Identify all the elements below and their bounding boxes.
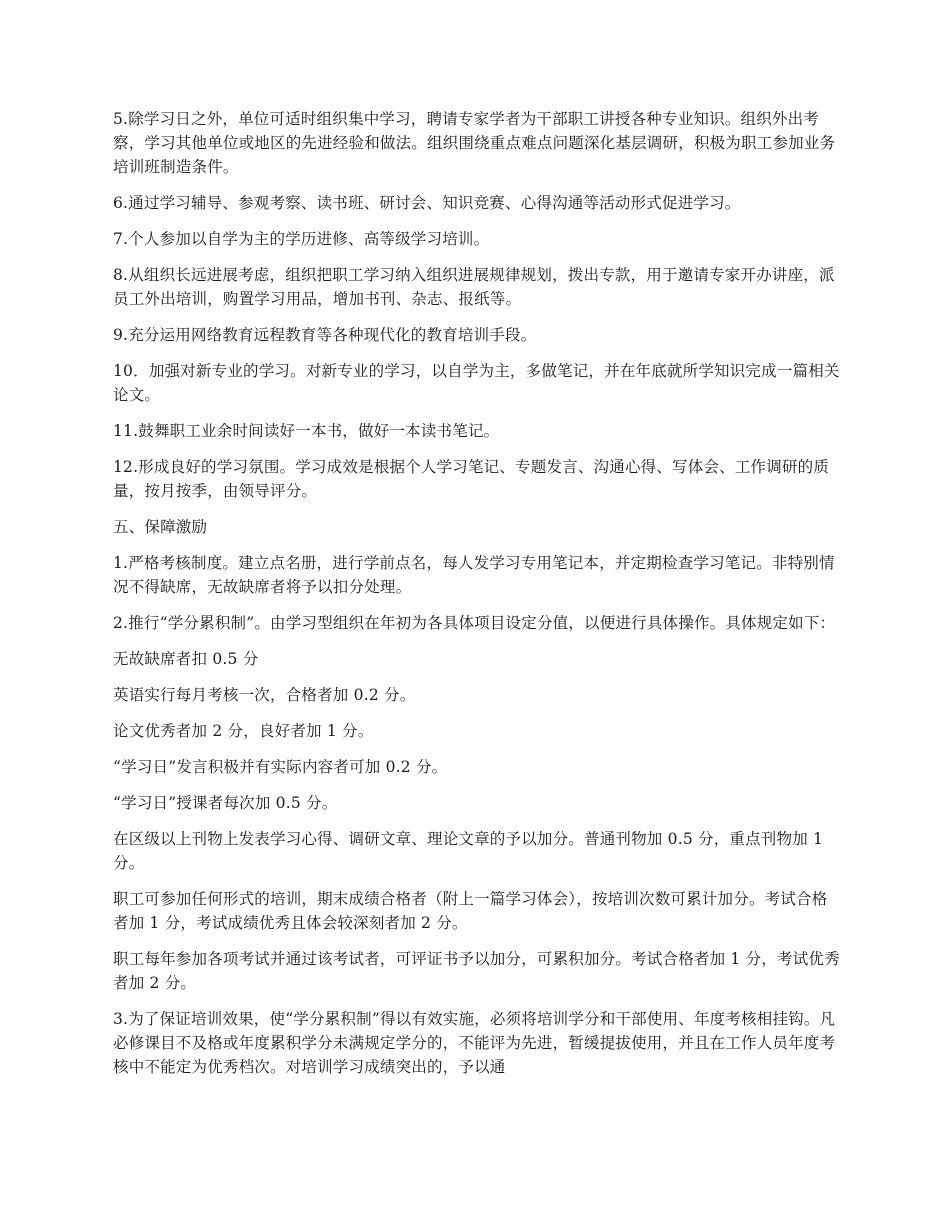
rule-english-exam: 英语实行每月考核一次，合格者加 0.2 分。 xyxy=(113,686,416,704)
paragraph-9: 9.充分运用网络教育远程教育等各种现代化的教育培训手段。 xyxy=(113,326,537,344)
rule-training: 职工可参加任何形式的培训，期末成绩合格者（附上一篇学习体会），按培训次数可累计加分。考试合格者加 1 分，考试成绩优秀且体会较深刻者加 2 分。 xyxy=(113,890,828,932)
incentive-item-2: 2.推行“学分累积制”。由学习型组织在年初为各具体项目设定分值，以便进行具体操作。具体规定如下： xyxy=(113,614,836,632)
incentive-item-3: 3.为了保证培训效果，使“学分累积制”得以有效实施，必须将培训学分和干部使用、年度考核相挂钩。凡必修课目不及格或年度累积学分未满规定学分的，不能评为先进，暂缓提拔使用，并且在工作人员年度考核中不能定为优秀档次。对培训学习成绩突出的，予以通 xyxy=(113,1010,836,1076)
paragraph-11: 11.鼓舞职工业余时间读好一本书，做好一本读书笔记。 xyxy=(113,422,500,440)
rule-study-day-speech: “学习日”发言积极并有实际内容者可加 0.2 分。 xyxy=(113,758,448,776)
incentive-item-1: 1.严格考核制度。建立点名册，进行学前点名，每人发学习专用笔记本，并定期检查学习笔记。非特别情况不得缺席，无故缺席者将予以扣分处理。 xyxy=(113,554,835,596)
rule-thesis: 论文优秀者加 2 分，良好者加 1 分。 xyxy=(113,722,374,740)
paragraph-12: 12.形成良好的学习氛围。学习成效是根据个人学习笔记、专题发言、沟通心得、写体会、工作调研的质量，按月按季，由领导评分。 xyxy=(113,458,830,500)
rule-study-day-lecture: “学习日”授课者每次加 0.5 分。 xyxy=(113,794,338,812)
rule-publication: 在区级以上刊物上发表学习心得、调研文章、理论文章的予以加分。普通刊物加 0.5 分，重点刊物加 1 分。 xyxy=(113,830,824,872)
section-heading-incentives: 五、保障激励 xyxy=(113,518,208,536)
paragraph-7: 7.个人参加以自学为主的学历进修、高等级学习培训。 xyxy=(113,230,490,248)
rule-certificate-exam: 职工每年参加各项考试并通过该考试者，可评证书予以加分，可累积加分。考试合格者加 1 分，考试优秀者加 2 分。 xyxy=(113,950,840,992)
document-body xyxy=(113,107,843,1091)
paragraph-10: 10．加强对新专业的学习。对新专业的学习，以自学为主，多做笔记，并在年底就所学知识完成一篇相关论文。 xyxy=(113,362,840,404)
paragraph-5: 5.除学习日之外，单位可适时组织集中学习，聘请专家学者为干部职工讲授各种专业知识。组织外出考察，学习其他单位或地区的先进经验和做法。组织围绕重点难点问题深化基层调研，积极为职工参加业务培训班制造条件。 xyxy=(113,110,836,176)
paragraph-6: 6.通过学习辅导、参观考察、读书班、研讨会、知识竞赛、心得沟通等活动形式促进学习。 xyxy=(113,194,741,212)
rule-absence: 无故缺席者扣 0.5 分 xyxy=(113,650,259,668)
paragraph-8: 8.从组织长远进展考虑，组织把职工学习纳入组织进展规律规划，拨出专款，用于邀请专家开办讲座，派员工外出培训，购置学习用品，增加书刊、杂志、报纸等。 xyxy=(113,266,835,308)
